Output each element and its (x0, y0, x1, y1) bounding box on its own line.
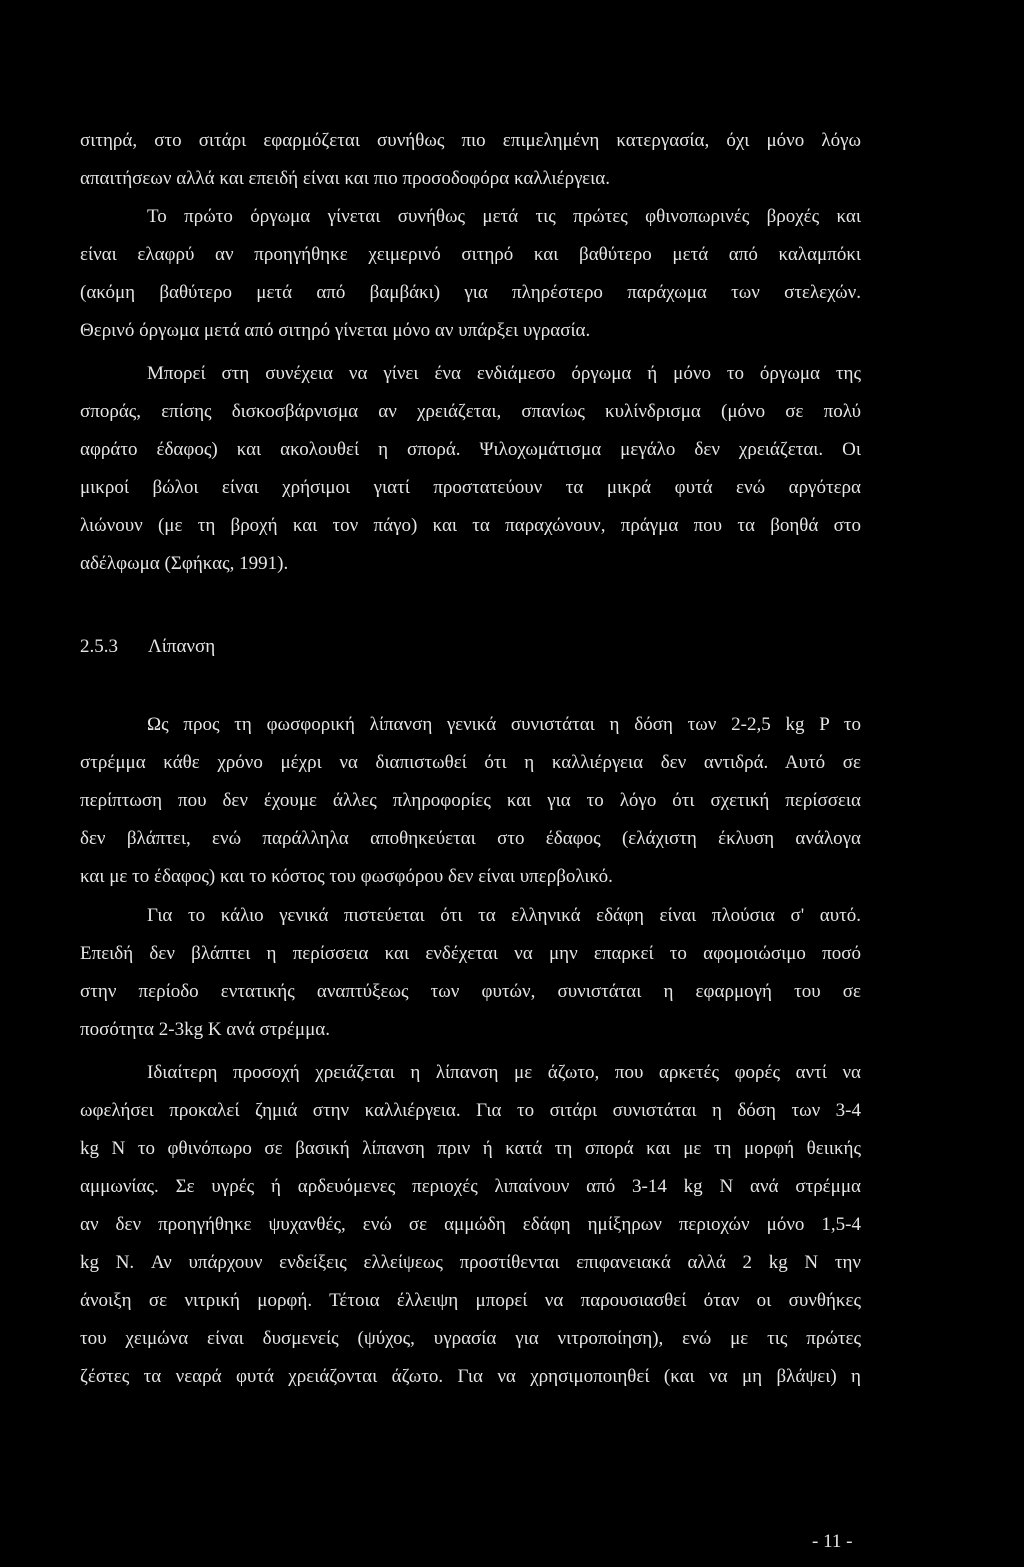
text-line: kg N το φθινόπωρο σε βασική λίπανση πριν ή κατά τη σπορά και με τη μορφή θειικής (80, 1138, 861, 1159)
text-line: στρέμμα κάθε χρόνο μέχρι να διαπιστωθεί ότι η καλλιέργεια δεν αντιδρά. Αυτό σε (80, 752, 861, 773)
text-line: αν δεν προηγήθηκε ψυχανθές, ενώ σε αμμώδη εδάφη ημίξηρων περιοχών μόνο 1,5-4 (80, 1214, 861, 1235)
text-line: είναι ελαφρύ αν προηγήθηκε χειμερινό σιτηρό και βαθύτερο μετά από καλαμπόκι (80, 244, 861, 265)
text-line: Επειδή δεν βλάπτει η περίσσεια και ενδέχεται να μην επαρκεί το αφομοιώσιμο ποσό (80, 943, 861, 964)
text-line: μικροί βώλοι είναι χρήσιμοι γιατί προστατεύουν τα μικρά φυτά ενώ αργότερα (80, 477, 861, 498)
text-line: σποράς, επίσης δισκοσβάρνισμα αν χρειάζεται, σπανίως κυλίνδρισμα (μόνο σε πολύ (80, 401, 861, 422)
text-line: Για το κάλιο γενικά πιστεύεται ότι τα ελληνικά εδάφη είναι πλούσια σ' αυτό. (147, 905, 861, 926)
text-line: και με το έδαφος) και το κόστος του φωσφόρου δεν είναι υπερβολικό. (80, 866, 613, 887)
text-line: ωφελήσει προκαλεί ζημιά στην καλλιέργεια. Για το σιτάρι συνιστάται η δόση των 3-4 (80, 1100, 861, 1121)
text-line: δεν βλάπτει, ενώ παράλληλα αποθηκεύεται στο έδαφος (ελάχιστη έκλυση ανάλογα (80, 828, 861, 849)
text-line: αδέλφωμα (Σφήκας, 1991). (80, 553, 289, 574)
text-line: στην περίοδο εντατικής αναπτύξεως των φυτών, συνιστάται η εφαρμογή του σε (80, 981, 861, 1002)
text-line: σιτηρά, στο σιτάρι εφαρμόζεται συνήθως πιο επιμελημένη κατεργασία, όχι μόνο λόγω (80, 130, 861, 151)
text-line: περίπτωση που δεν έχουμε άλλες πληροφορίες και για το λόγο ότι σχετική περίσσεια (80, 790, 861, 811)
section-title: Λίπανση (148, 636, 216, 657)
text-line: Ως προς τη φωσφορική λίπανση γενικά συνιστάται η δόση των 2-2,5 kg P το (147, 714, 861, 735)
text-line: αμμωνίας. Σε υγρές ή αρδευόμενες περιοχές λιπαίνουν από 3-14 kg N ανά στρέμμα (80, 1176, 861, 1197)
text-line: Ιδιαίτερη προσοχή χρειάζεται η λίπανση με άζωτο, που αρκετές φορές αντί να (147, 1062, 861, 1083)
text-line: λιώνουν (με τη βροχή και τον πάγο) και τα παραχώνουν, πράγμα που τα βοηθά στο (80, 515, 861, 536)
text-line: ζέστες τα νεαρά φυτά χρειάζονται άζωτο. Για να χρησιμοποιηθεί (και να μη βλάψει) η (80, 1366, 861, 1387)
text-line: Μπορεί στη συνέχεια να γίνει ένα ενδιάμεσο όργωμα ή μόνο το όργωμα της (147, 363, 861, 384)
text-line: Θερινό όργωμα μετά από σιτηρό γίνεται μόνο αν υπάρξει υγρασία. (80, 320, 591, 341)
section-heading (80, 635, 215, 659)
text-line: άνοιξη σε νιτρική μορφή. Τέτοια έλλειψη μπορεί να παρουσιασθεί όταν οι συνθήκες (80, 1290, 861, 1311)
page-number: - 11 - (812, 1531, 853, 1552)
text-line: αφράτο έδαφος) και ακολουθεί η σπορά. Ψιλοχωμάτισμα μεγάλο δεν χρειάζεται. Οι (80, 439, 861, 460)
text-line: ποσότητα 2-3kg Κ ανά στρέμμα. (80, 1019, 330, 1040)
text-line: απαιτήσεων αλλά και επειδή είναι και πιο προσοδοφόρα καλλιέργεια. (80, 168, 610, 189)
text-line: kg N. Αν υπάρχουν ενδείξεις ελλείψεως προστίθενται επιφανειακά αλλά 2 kg N την (80, 1252, 861, 1273)
text-line: Το πρώτο όργωμα γίνεται συνήθως μετά τις πρώτες φθινοπωρινές βροχές και (147, 206, 861, 227)
text-line: (ακόμη βαθύτερο μετά από βαμβάκι) για πληρέστερο παράχωμα των στελεχών. (80, 282, 861, 303)
text-line: του χειμώνα είναι δυσμενείς (ψύχος, υγρασία για νιτροποίηση), ενώ με τις πρώτες (80, 1328, 861, 1349)
section-number: 2.5.3 (80, 636, 118, 657)
